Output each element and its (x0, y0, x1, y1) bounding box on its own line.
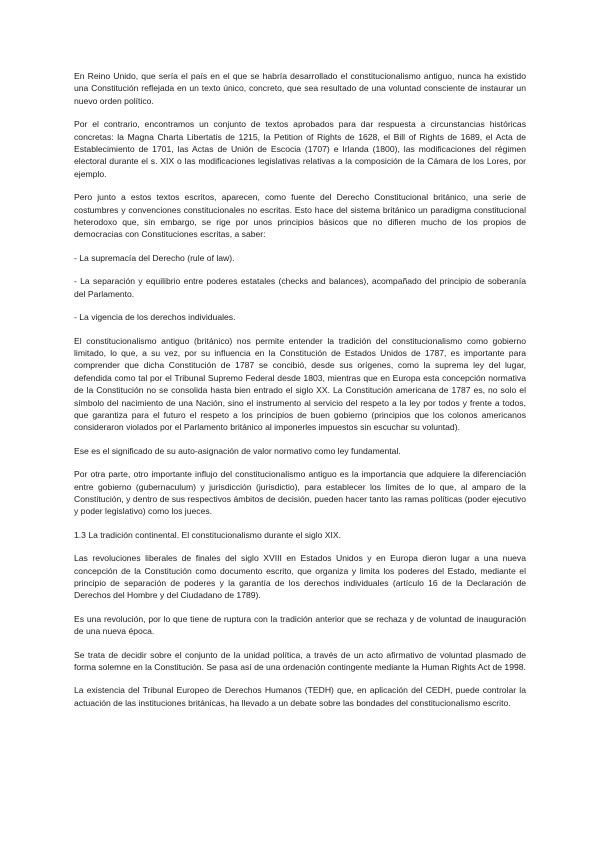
section-heading: 1.3 La tradición continental. El constitucionalismo durante el siglo XIX. (74, 529, 342, 540)
paragraph-constitucionalismo-antiguo: El constitucionalismo antiguo (británico) nos permite entender la tradición del constitucionalismo como gobierno limitado, lo que, a su vez, por su influencia en la Constitución de Estados Unidos de 1787, es importante para comprender que dicha Constitución de 1787 se concibió, desde sus orígenes, como la suprema ley del lugar, defendida como tal por el Tribunal Supremo Federal desde 1803, mientras que en Europa esta concepción normativa de la Constitución no se consolida hasta bien entrado el siglo XX. La Constitución americana de 1787 es, no solo el símbolo del nacimiento de una Nación, sino el instrumento al servicio del respeto a la ley por todos y frente a todos, que garantiza para el futuro el respeto a los principios de buen gobierno (principios que los colonos americanos consideraron violados por el Parlamento británico al imponerles impuestos sin escuchar su voluntad). (74, 335, 526, 433)
document-page (74, 70, 526, 720)
paragraph-unidad-politica: Se trata de decidir sobre el conjunto de la unidad política, a través de un acto afirmativo de voluntad plasmado de forma solemne en la Constitución. Se pasa así de una ordenación contingente mediante la Human Rights Act de 1998. (74, 649, 526, 673)
list-item-derechos-individuales: - La vigencia de los derechos individuales. (74, 312, 236, 323)
list-item-separacion-poderes: - La separación y equilibrio entre poderes estatales (checks and balances), acompañado del principio de soberanía del Parlamento. (74, 276, 526, 299)
paragraph-costumbres-convenciones: Pero junto a estos textos escritos, aparecen, como fuente del Derecho Constitucional británico, una serie de costumbres y convenciones constitucionales no escritas. Esto hace del sistema británico un paradigma constitucional heterodoxo que, sin embargo, se rige por unos principios básicos que no difieren mucho de los propios de democracias con Constituciones escritas, a saber: (74, 192, 526, 240)
paragraph-revoluciones-liberales: Las revoluciones liberales de finales del siglo XVIII en Estados Unidos y en Europa dieron lugar a una nueva concepción de la Constitución como documento escrito, que organiza y limita los poderes del Estado, mediante el principio de separación de poderes y la garantía de los derechos individuales (artículo 16 de la Declaración de Derechos del Hombre y del Ciudadano de 1789). (74, 553, 526, 601)
paragraph-reino-unido: En Reino Unido, que sería el país en el que se habría desarrollado el constitucionalismo antiguo, nunca ha existido una Constitución reflejada en un texto único, concreto, que sea resultado de una voluntad consciente de instaurar un nuevo orden político. (74, 71, 526, 106)
list-item-rule-of-law: - La supremacía del Derecho (rule of law). (74, 252, 235, 263)
paragraph-textos-historicos: Por el contrario, encontramos un conjunto de textos aprobados para dar respuesta a circunstancias históricas concretas: la Magna Charta Libertatis de 1215, la Petition of Rights de 1628, el Bill of Rights de 1689, el Acta de Establecimiento de 1701, las Actas de Unión de Escocia (1707) e Irlanda (1800), las modificaciones del régimen electoral durante el s. XIX o las modificaciones legislativas relativas a la composición de la Cámara de los Lores, por ejemplo. (74, 119, 526, 179)
paragraph-valor-normativo: Ese es el significado de su auto-asignación de valor normativo como ley fundamental. (74, 445, 401, 456)
paragraph-revolucion: Es una revolución, por lo que tiene de ruptura con la tradición anterior que se rechaza y de voluntad de inauguración de una nueva época. (74, 613, 526, 637)
paragraph-tedh: La existencia del Tribunal Europeo de Derechos Humanos (TEDH) que, en aplicación del CEDH, puede controlar la actuación de las instituciones británicas, ha llevado a un debate sobre las bondades del constitucionalismo escrito. (74, 685, 526, 708)
paragraph-gobierno-jurisdiccion: Por otra parte, otro importante influjo del constitucionalismo antiguo es la importancia que adquiere la diferenciación entre gobierno (gubernaculum) y jurisdicción (jurisdictio), para establecer los límites de lo que, al amparo de la Constitución, y dentro de sus respectivos ámbitos de decisión, pueden hacer tanto las ramas políticas (poder ejecutivo y poder legislativo) como los jueces. (74, 469, 526, 517)
